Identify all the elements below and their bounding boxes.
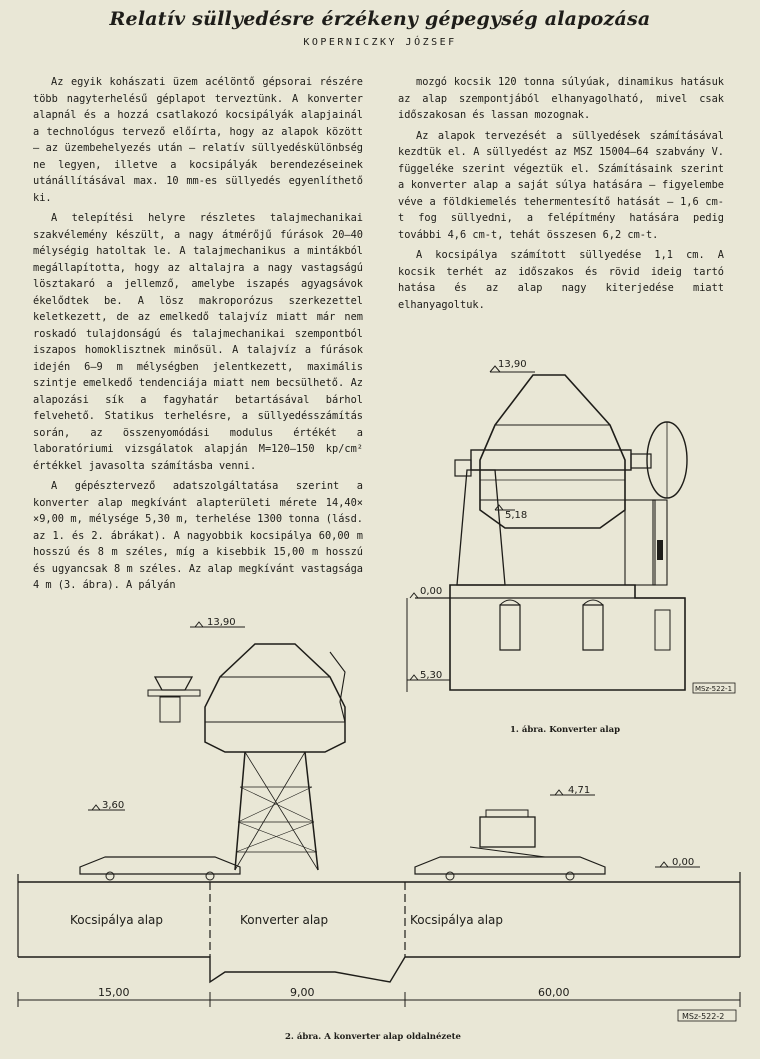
article-title: Relatív süllyedésre érzékeny gépegység alapozása: [109, 8, 651, 30]
elevation-label: 13,90: [207, 617, 236, 628]
figure-code: MSz-522-1: [695, 685, 733, 693]
left-column: [33, 74, 363, 598]
car-left: [80, 677, 240, 880]
elevation-mark-right-car: [550, 785, 595, 796]
elevation-label: 5,18: [505, 510, 528, 521]
figure-caption: 1. ábra. Konverter alap: [510, 725, 621, 735]
dimension-label: 60,00: [538, 986, 570, 999]
elevation-label: 0,00: [672, 857, 695, 868]
paragraph: A telepítési helyre részletes talajmechanikai szakvélemény készült, a nagy átmérőjű fúrások 20—40 mélységig hatoltak le. A talajmechanikus a mintákból megállapította, hogy az altalajra a nagy vastagságú lösztakaró a jellemző, amelybe iszapés agyagsávok ékelődtek be. A lösz makroporózus szerkezettel keletkezett, de az emelkedő talajvíz miatt már nem roskadó tulajdonságú és talajmechanikai szempontból iszapos homoklisztnek minősül. A talajvíz a fúrások idején 6—9 m mélységben jelentkezett, maximális szintje emelkedő tendenciája miatt nem becsülhető. Az alapozási sík a fagyhatár betartásával bárhol felvehető. Statikus terhelésre, a süllyedésszámítás során, az összenyomódási modulus értékét a laboratóriumi vizsgálatok alapján M=120—150 kp/cm² értékkel javasolta számításba venni.: [33, 212, 363, 472]
label-right-track-foundation: Kocsipálya alap: [410, 913, 504, 927]
paragraph: mozgó kocsik 120 tonna súlyúak, dinamikus hatásuk az alap szempontjából elhanyagolható, mivel csak időszakosan és lassan mozognak.: [398, 76, 724, 121]
dimension-label: 9,00: [290, 986, 315, 999]
paragraph: Az egyik kohászati üzem acélöntő gépsorai részére több nagyterhelésű géplapot terveztünk. A konverter alapnál és a hozzá csatlakozó kocsipályák alapjainál a technológus tervező előírta, hogy az alapok között — az üzembehelyezés után — relatív süllyedéskülönbség ne legyen, illetve a kocsipályák berendezéseinek utánállításával max. 10 mm-es süllyedés egyenlíthető ki.: [33, 76, 363, 204]
figure-2-side-view: [0, 612, 760, 1059]
elevation-mark-top: [490, 359, 535, 372]
label-converter-foundation: Konverter alap: [240, 913, 329, 927]
elevation-label: 4,71: [568, 785, 591, 796]
dimension-label: 15,00: [98, 986, 130, 999]
right-column: [398, 74, 724, 317]
car-right: [415, 810, 605, 880]
paragraph: Az alapok tervezését a süllyedések számításával kezdtük el. A süllyedést az MSZ 15004—64 szabvány V. függeléke szerint végeztük el. Számításaink szerint a konverter alap a saját súlya hatására — figyelembe véve a földkiemelés tehermentesítő hatását — 1,6 cm-t fog süllyedni, a felépítmény hatására pedig további 4,6 cm-t, tehát összesen 6,2 cm-t.: [398, 129, 724, 241]
author: KOPERNICZKY JÓZSEF: [303, 37, 457, 48]
drive-unit-right: [625, 422, 687, 585]
elevation-mark-zero: [655, 857, 700, 868]
figure-caption: 2. ábra. A konverter alap oldalnézete: [285, 1032, 461, 1042]
foundation-outline: [18, 872, 740, 982]
label-left-track-foundation: Kocsipálya alap: [70, 913, 164, 927]
elevation-label: 0,00: [420, 586, 443, 597]
elevation-label: 3,60: [102, 800, 125, 811]
figure-code: MSz-522-2: [682, 1012, 725, 1021]
elevation-mark-zero: [410, 586, 442, 598]
elevation-mark-left-car: [88, 800, 125, 811]
elevation-mark-converter: [190, 617, 245, 628]
elevation-label: 13,90: [498, 359, 527, 370]
converter-vessel: [471, 375, 631, 528]
paragraph: A gépésztervező adatszolgáltatása szerint a konverter alap megkívánt alapterületi mérete 14,40× ×9,00 m, mélysége 5,30 m, terhelése 1300 tonna (lásd. az 1. és 2. ábrákat). A nagyobbik kocsipálya 60,00 m hosszú és 8 m széles, míg a kisebbik 15,00 m hosszú és ugyancsak 8 m széles. Az alap megkívánt vastagsága 4 m (3. ábra). A pályán: [33, 480, 363, 591]
elevation-label: 5,30: [420, 670, 443, 681]
paragraph: A kocsipálya számított süllyedése 1,1 cm. A kocsik terhét az időszakos és rövid ideig tartó hatása és az alap nagy kiterjedése miatt elhanyagoltuk.: [398, 249, 724, 311]
converter-tower: [205, 644, 345, 870]
